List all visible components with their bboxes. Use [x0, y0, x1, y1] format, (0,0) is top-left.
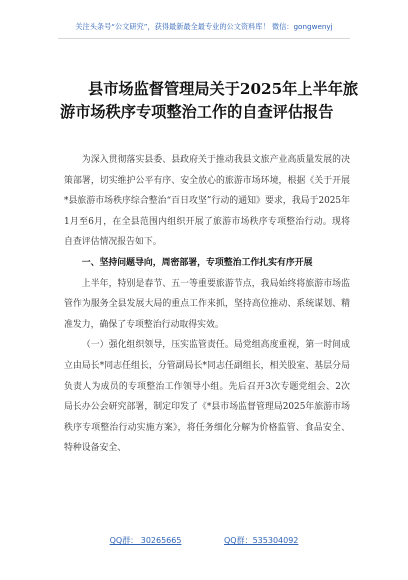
- document-body: [64, 150, 350, 459]
- title-line-2: 游市场秩序专项整治工作的自查评估报告: [60, 103, 334, 121]
- document-title: [60, 78, 360, 124]
- header-divider: [58, 38, 350, 39]
- section-heading-1: 一、坚持问题导向，周密部署，专项整治工作扎实有序开展: [81, 257, 313, 268]
- qq-group-link-1[interactable]: QQ群： 30265665: [109, 536, 182, 545]
- body-paragraph: （一）强化组织领导，压实监管责任。局党组高度重视，第一时间成立由局长*同志任组长，分管副局长*同志任副组长，相关股室、基层分局负责人为成员的专项整治工作领导小组。先后召开3次专题党组会、2次局长办公会研究部署，制定印发了《*县市场监督管理局2025年旅游市场秩序专项整治行动实施方案》，将任务细化分解为价格监管、食品安全、特种设备安全、: [64, 340, 350, 454]
- footer-links: [0, 535, 408, 546]
- header-banner: 关注头条号“公文研究”，获得最新最全最专业的公文资料库！ 微信：gongwenyj: [75, 22, 333, 31]
- qq-group-link-2[interactable]: QQ群：535304092: [224, 536, 299, 545]
- title-line-1: 县市场监督管理局关于2025年上半年旅: [88, 80, 359, 98]
- body-paragraph: 上半年，特别是春节、五一等重要旅游节点，我局始终将旅游市场监管作为服务全县发展大局的重点工作来抓，坚持高位推动、系统谋划、精准发力，确保了专项整治行动取得实效。: [64, 278, 350, 330]
- intro-paragraph: 为深入贯彻落实县委、县政府关于推动我县文旅产业高质量发展的决策部署，切实维护公平有序、安全放心的旅游市场环境，根据《关于开展*县旅游市场秩序综合整治“百日攻坚”行动的通知》要求，我局于2025年1月至6月，在全县范围内组织开展了旅游市场秩序专项整治行动。现将自查评估情况报告如下。: [64, 155, 350, 248]
